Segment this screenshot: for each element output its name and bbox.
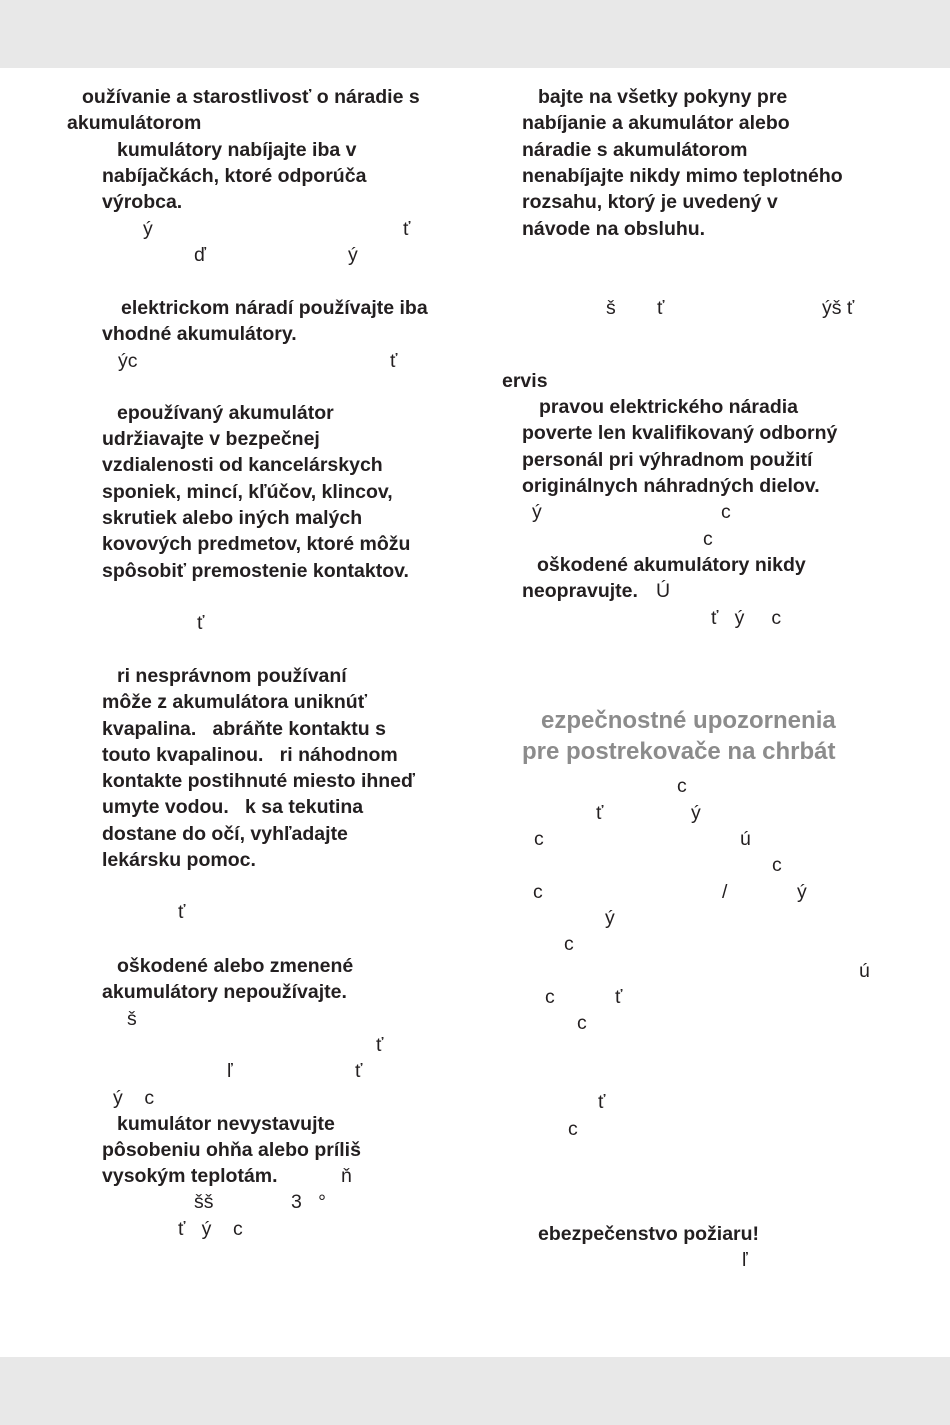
paragraph-line: výrobca. xyxy=(102,191,183,213)
paragraph-line: môže z akumulátora uniknúť xyxy=(102,691,368,713)
section-title: oužívanie a starostlivosť o náradie s xyxy=(82,86,420,108)
paragraph-line: originálnych náhradných dielov. xyxy=(522,475,820,497)
text-fragment: š xyxy=(606,297,616,319)
paragraph-line: skrutiek alebo iných malých xyxy=(102,507,363,529)
paragraph-line: kumulátory nabíjajte iba v xyxy=(117,139,357,161)
paragraph-line: epoužívaný akumulátor xyxy=(117,402,334,424)
top-band xyxy=(0,0,950,68)
text-fragment: c xyxy=(721,501,731,523)
text-fragment: c xyxy=(568,1118,578,1140)
text-fragment: ý xyxy=(143,218,153,240)
paragraph-line: vhodné akumulátory. xyxy=(102,323,297,345)
paragraph-line: bajte na všetky pokyny pre xyxy=(538,86,788,108)
paragraph-line: kontakte postihnuté miesto ihneď xyxy=(102,770,416,792)
text-fragment: ý xyxy=(797,881,807,903)
paragraph-line: návode na obsluhu. xyxy=(522,218,706,240)
text-fragment: ť xyxy=(403,218,411,240)
text-fragment: ť xyxy=(376,1034,384,1056)
text-fragment: ľ xyxy=(227,1060,233,1082)
text-fragment: ý xyxy=(532,501,542,523)
text-fragment: ý c xyxy=(113,1087,155,1109)
text-fragment: c xyxy=(677,775,687,797)
paragraph-line: ri nesprávnom používaní xyxy=(117,665,347,687)
section-heading-cont: pre postrekovače na chrbát xyxy=(522,738,836,765)
paragraph-line: pravou elektrického náradia xyxy=(539,396,799,418)
paragraph-line: vysokým teplotám. xyxy=(102,1165,278,1187)
paragraph-line: poverte len kvalifikovaný odborný xyxy=(522,422,838,444)
text-fragment: ť xyxy=(178,901,186,923)
paragraph-line: dostane do očí, vyhľadajte xyxy=(102,823,348,845)
text-fragment: ď xyxy=(194,244,206,266)
text-fragment: / xyxy=(722,881,728,903)
text-fragment: š xyxy=(127,1008,137,1030)
warning-line: ebezpečenstvo požiaru! xyxy=(538,1223,760,1245)
section-title: ervis xyxy=(502,370,548,392)
text-fragment: Ú xyxy=(656,580,671,602)
paragraph-line: personál pri výhradnom použití xyxy=(522,449,813,471)
paragraph-line: udržiavajte v bezpečnej xyxy=(102,428,320,450)
paragraph-line: elektrickom náradí používajte iba xyxy=(121,297,428,319)
paragraph-line: spôsobiť premostenie kontaktov. xyxy=(102,560,409,582)
paragraph-line: vzdialenosti od kancelárskych xyxy=(102,454,383,476)
text-fragment: ý xyxy=(605,907,615,929)
paragraph-line: lekársku pomoc. xyxy=(102,849,256,871)
text-fragment: ň xyxy=(341,1165,352,1187)
text-fragment: ť xyxy=(355,1060,363,1082)
paragraph-line: náradie s akumulátorom xyxy=(522,139,748,161)
text-fragment: c xyxy=(533,881,543,903)
text-fragment: ť xyxy=(596,802,604,824)
paragraph-line: nenabíjajte nikdy mimo teplotného xyxy=(522,165,843,187)
text-fragment: šš xyxy=(194,1191,214,1213)
paragraph-line: rozsahu, ktorý je uvedený v xyxy=(522,191,778,213)
text-fragment: ť xyxy=(390,350,398,372)
bottom-band xyxy=(0,1357,950,1425)
text-fragment: ť xyxy=(598,1091,606,1113)
text-fragment: ť xyxy=(657,297,665,319)
paragraph-line: akumulátory nepoužívajte. xyxy=(102,981,347,1003)
text-fragment: c xyxy=(564,933,574,955)
text-fragment: ýš ť xyxy=(822,297,855,319)
text-fragment: c xyxy=(545,986,555,1008)
text-fragment: c xyxy=(772,854,782,876)
paragraph-line: oškodené alebo zmenené xyxy=(117,955,354,977)
text-fragment: ľ xyxy=(742,1249,748,1271)
text-fragment: 3 ° xyxy=(291,1191,326,1213)
section-heading: ezpečnostné upozornenia xyxy=(541,707,836,734)
paragraph-line: kumulátor nevystavujte xyxy=(117,1113,335,1135)
paragraph-line: oškodené akumulátory nikdy xyxy=(537,554,806,576)
text-fragment: c xyxy=(703,528,713,550)
paragraph-line: sponiek, mincí, kľúčov, klincov, xyxy=(102,481,393,503)
paragraph-line: kovových predmetov, ktoré môžu xyxy=(102,533,411,555)
text-fragment: ý xyxy=(348,244,358,266)
paragraph-line: umyte vodou. k sa tekutina xyxy=(102,796,364,818)
paragraph-line: touto kvapalinou. ri náhodnom xyxy=(102,744,398,766)
text-fragment: ú xyxy=(859,960,870,982)
text-fragment: ť ý c xyxy=(178,1218,243,1240)
text-fragment: c xyxy=(577,1012,587,1034)
text-fragment: ť xyxy=(615,986,623,1008)
paragraph-line: nabíjačkách, ktoré odporúča xyxy=(102,165,367,187)
text-fragment: ť xyxy=(197,612,205,634)
paragraph-line: kvapalina. abráňte kontaktu s xyxy=(102,718,386,740)
paragraph-line: nabíjanie a akumulátor alebo xyxy=(522,112,790,134)
section-title-cont: akumulátorom xyxy=(67,112,202,134)
text-fragment: ť ý c xyxy=(711,607,782,629)
paragraph-line: neopravujte. xyxy=(522,580,638,602)
text-fragment: ú xyxy=(740,828,751,850)
paragraph-line: pôsobeniu ohňa alebo príliš xyxy=(102,1139,361,1161)
text-fragment: c xyxy=(534,828,544,850)
text-fragment: ýc xyxy=(118,350,138,372)
text-fragment: ý xyxy=(691,802,701,824)
